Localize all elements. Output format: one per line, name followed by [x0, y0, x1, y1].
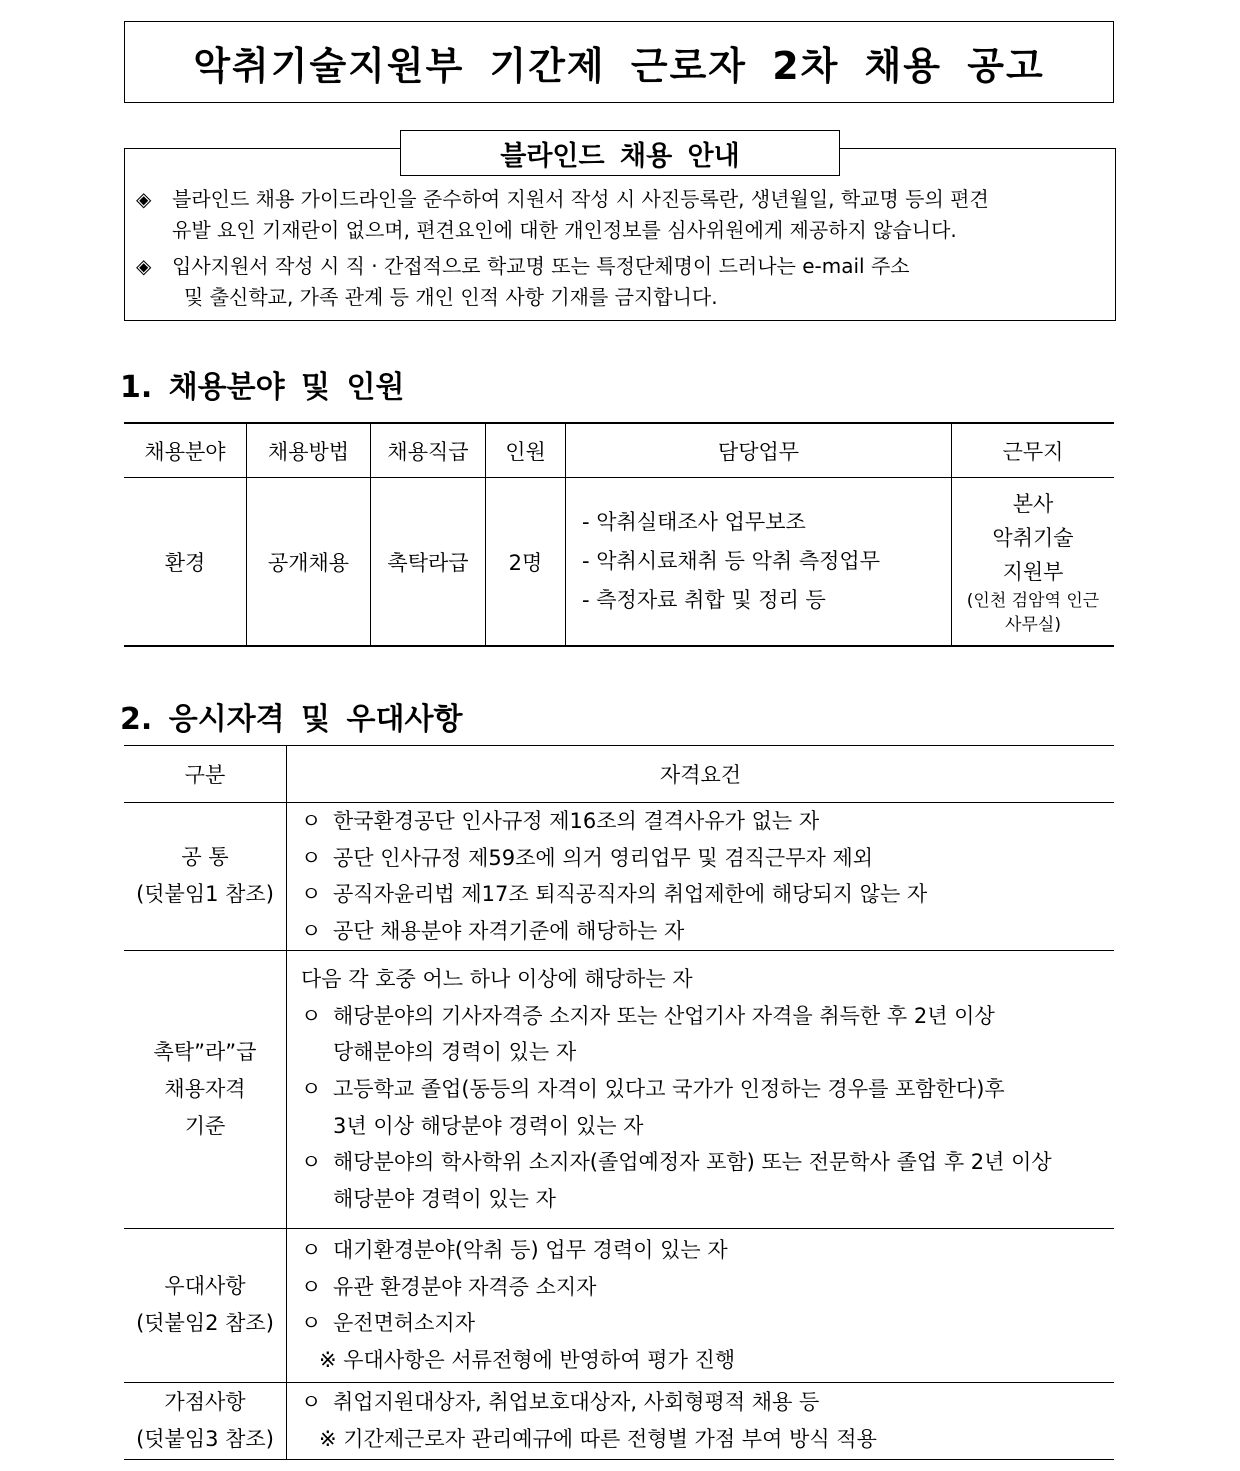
duty-item: - 측정자료 취합 및 정리 등 — [582, 588, 826, 612]
page-title: 악취기술지원부 기간제 근로자 2차 채용 공고 — [193, 43, 1045, 88]
requirements-cell — [287, 803, 1115, 951]
item-text: 고등학교 졸업(동등의 자격이 있다고 국가가 인정하는 경우를 포함한다)후 — [333, 1076, 1005, 1101]
diamond-bullet-icon: ◈ — [136, 254, 152, 278]
item-text: 한국환경공단 인사규정 제16조의 결격사유가 없는 자 — [333, 809, 820, 833]
row-label — [124, 1228, 287, 1382]
title-box — [124, 21, 1114, 103]
recruitment-table — [124, 422, 1114, 647]
blind-notice-item — [136, 251, 1106, 313]
qualifications-table — [124, 745, 1114, 1460]
label-line: (덧붙임1 참조) — [136, 882, 274, 907]
list-item — [301, 1384, 1104, 1421]
list-item — [301, 1232, 1104, 1269]
label-line: 채용자격 — [164, 1076, 246, 1101]
table-row — [124, 1228, 1114, 1382]
item-text: 해당분야의 기사자격증 소지자 또는 산업기사 자격을 취득한 후 2년 이상 — [333, 1003, 995, 1028]
label-line: (덧붙임3 참조) — [136, 1426, 274, 1451]
note-text: ※ 기간제근로자 관리예규에 따른 전형별 가점 부여 방식 적용 — [319, 1426, 877, 1451]
diamond-bullet-icon: ◈ — [136, 187, 152, 211]
item-text: 해당분야의 학사학위 소지자(졸업예정자 포함) 또는 전문학사 졸업 후 2년 이상 — [333, 1150, 1052, 1175]
item-text-continued: 당해분야의 경력이 있는 자 — [333, 1040, 577, 1065]
blind-notice-line: 블라인드 채용 가이드라인을 준수하여 지원서 작성 시 사진등록란, 생년월일, 학교명 등의 편견 — [172, 187, 989, 211]
circle-bullet-icon: ㅇ — [301, 1311, 322, 1336]
table-row — [124, 1382, 1114, 1459]
requirements-cell — [287, 1228, 1115, 1382]
duty-item: - 악취시료채취 등 악취 측정업무 — [582, 549, 880, 573]
location-note: 사무실) — [1005, 614, 1061, 635]
intro-text: 다음 각 호중 어느 하나 이상에 해당하는 자 — [301, 966, 693, 991]
header-cell: 근무지 — [952, 423, 1115, 478]
item-text: 공단 인사규정 제59조에 의거 영리업무 및 겸직근무자 제외 — [333, 845, 874, 870]
location-note: (인천 검암역 인근 — [966, 590, 1100, 611]
circle-bullet-icon: ㅇ — [301, 1150, 322, 1175]
item-text: 공단 채용분야 자격기준에 해당하는 자 — [333, 919, 685, 944]
circle-bullet-icon: ㅇ — [301, 1237, 322, 1262]
location-cell — [952, 478, 1115, 647]
location-line: 본사 — [1012, 491, 1054, 516]
requirements-cell — [287, 950, 1115, 1228]
label-line: 기준 — [184, 1113, 226, 1138]
label-line: 우대사항 — [164, 1274, 246, 1299]
table-header-row — [124, 423, 1114, 478]
list-item — [301, 913, 1104, 950]
row-label — [124, 950, 287, 1228]
location-line: 악취기술 — [992, 525, 1074, 550]
header-cell: 담당업무 — [566, 423, 952, 478]
item-text: 유관 환경분야 자격증 소지자 — [333, 1274, 597, 1299]
note-text: ※ 우대사항은 서류전형에 반영하여 평가 진행 — [319, 1348, 736, 1373]
section-title-recruitment: 1. 채용분야 및 인원 — [120, 370, 405, 405]
circle-bullet-icon: ㅇ — [301, 1003, 322, 1028]
circle-bullet-icon: ㅇ — [301, 882, 322, 907]
blind-notice-line: 및 출신학교, 가족 관계 등 개인 인적 사항 기재를 금지합니다. — [184, 285, 718, 309]
label-line: 촉탁”라”급 — [153, 1039, 257, 1064]
list-item — [301, 803, 1104, 840]
circle-bullet-icon: ㅇ — [301, 1076, 322, 1101]
section-title-qualifications: 2. 응시자격 및 우대사항 — [120, 702, 463, 737]
list-item — [301, 1269, 1104, 1306]
item-text: 대기환경분야(악취 등) 업무 경력이 있는 자 — [333, 1237, 728, 1262]
row-label — [124, 803, 287, 951]
circle-bullet-icon: ㅇ — [301, 1274, 322, 1299]
table-row — [124, 803, 1114, 951]
item-text: 공직자윤리법 제17조 퇴직공직자의 취업제한에 해당되지 않는 자 — [333, 882, 928, 907]
table-header-row — [124, 746, 1114, 803]
item-text-continued: 해당분야 경력이 있는 자 — [333, 1187, 556, 1212]
item-text-continued: 3년 이상 해당분야 경력이 있는 자 — [333, 1113, 644, 1138]
list-item — [301, 840, 1104, 877]
circle-bullet-icon: ㅇ — [301, 1390, 322, 1415]
method-cell: 공개채용 — [247, 478, 371, 647]
location-line: 지원부 — [1002, 559, 1064, 584]
blind-hiring-heading: 블라인드 채용 안내 — [400, 130, 840, 176]
field-cell: 환경 — [124, 478, 247, 647]
blind-notice-line: 입사지원서 작성 시 직 · 간접적으로 학교명 또는 특정단체명이 드러나는 e-mail 주소 — [172, 254, 910, 278]
header-cell: 자격요건 — [287, 746, 1115, 803]
circle-bullet-icon: ㅇ — [301, 809, 322, 833]
header-cell: 채용분야 — [124, 423, 247, 478]
blind-notice-line: 유발 요인 기재란이 없으며, 편견요인에 대한 개인정보를 심사위원에게 제공하지 않습니다. — [172, 218, 957, 242]
list-item — [301, 998, 1104, 1035]
item-text: 취업지원대상자, 취업보호대상자, 사회형평적 채용 등 — [333, 1390, 820, 1415]
blind-notice-item — [136, 184, 1106, 246]
list-item — [301, 1071, 1104, 1108]
count-cell: 2명 — [486, 478, 566, 647]
row-label — [124, 1382, 287, 1459]
duties-cell — [566, 478, 952, 647]
list-item — [301, 876, 1104, 913]
item-text: 운전면허소지자 — [333, 1311, 476, 1336]
header-cell: 채용방법 — [247, 423, 371, 478]
table-row — [124, 950, 1114, 1228]
table-row — [124, 478, 1114, 647]
grade-cell: 촉탁라급 — [371, 478, 486, 647]
header-cell: 구분 — [124, 746, 287, 803]
header-cell: 인원 — [486, 423, 566, 478]
circle-bullet-icon: ㅇ — [301, 845, 322, 870]
label-line: 공 통 — [181, 845, 229, 870]
label-line: (덧붙임2 참조) — [136, 1311, 274, 1336]
duty-item: - 악취실태조사 업무보조 — [582, 510, 806, 534]
header-cell: 채용직급 — [371, 423, 486, 478]
label-line: 가점사항 — [164, 1389, 246, 1414]
list-item — [301, 1305, 1104, 1342]
list-item — [301, 1144, 1104, 1181]
requirements-cell — [287, 1382, 1115, 1459]
circle-bullet-icon: ㅇ — [301, 919, 322, 944]
